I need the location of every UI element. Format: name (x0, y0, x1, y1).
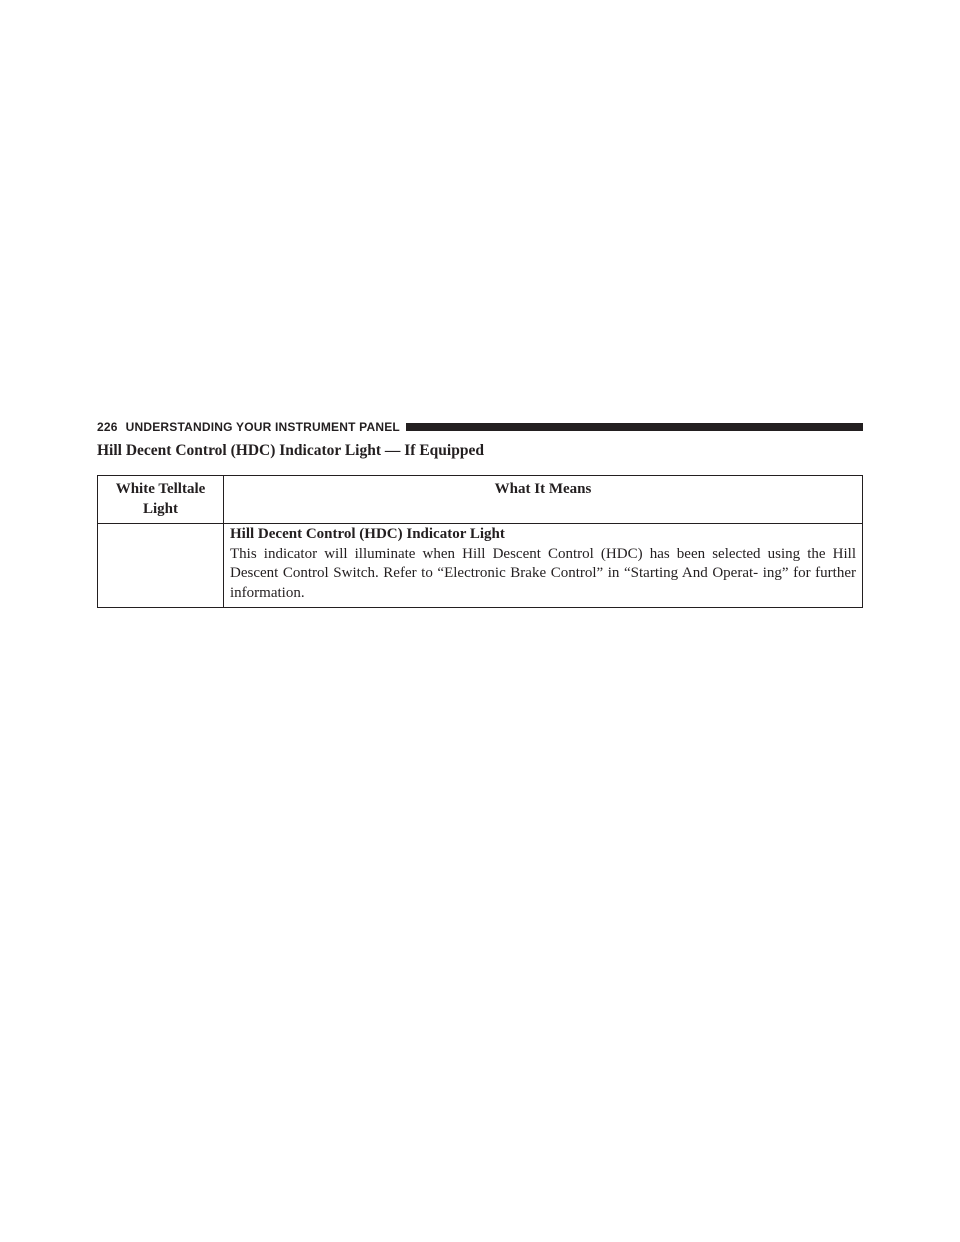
header-light-line1: White Telltale (115, 481, 206, 497)
running-header (97, 419, 863, 435)
description-cell (224, 524, 863, 608)
description-title: Hill Decent Control (HDC) Indicator Light (230, 526, 505, 542)
page-number: 226 (97, 420, 118, 434)
hdc-section-heading: Hill Decent Control (HDC) Indicator Light — If Equipped (97, 442, 484, 459)
telltale-table (97, 475, 863, 608)
table-header-row (98, 476, 863, 524)
table-row (98, 524, 863, 608)
header-what-it-means: What It Means (224, 476, 863, 524)
header-light-line2: Light (142, 500, 178, 517)
header-white-telltale-light (98, 476, 224, 524)
telltale-icon-cell (98, 524, 224, 608)
description-body: This indicator will illuminate when Hill Descent Control (HDC) has been selected using the Hill Descent Control Switch. Refer to “Electronic Brake Control” in “Starting And Operat- ing” for further information. (230, 545, 856, 601)
header-rule (406, 423, 863, 431)
section-title: UNDERSTANDING YOUR INSTRUMENT PANEL (125, 420, 400, 434)
